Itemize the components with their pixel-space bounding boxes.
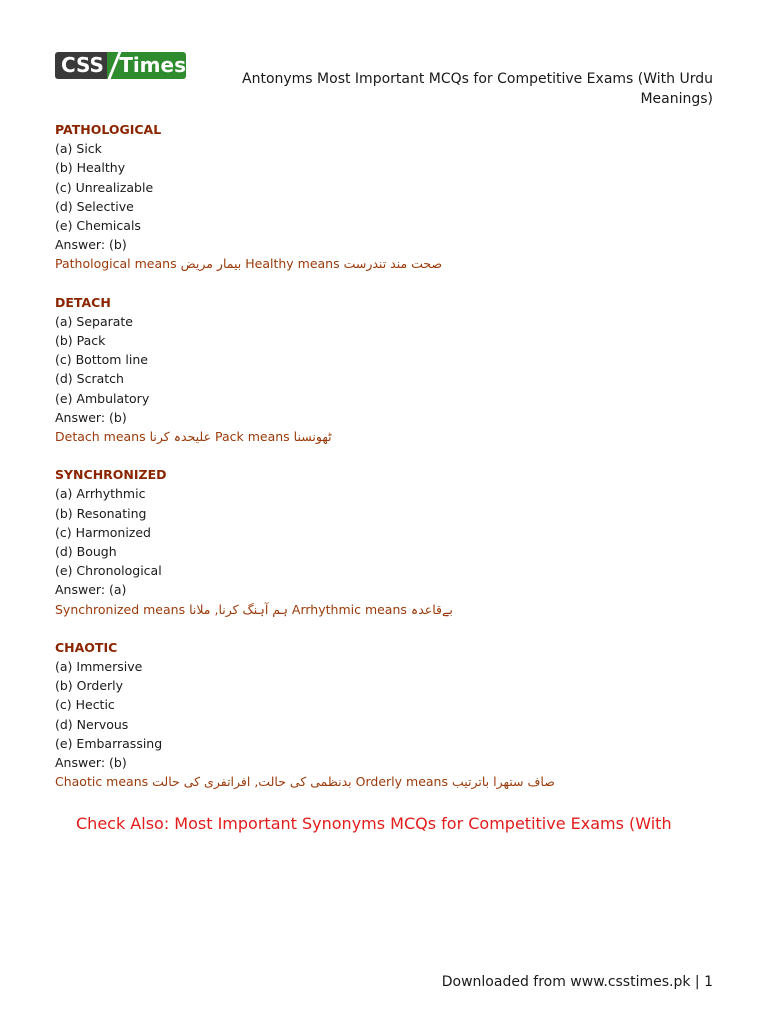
answer: Answer: (b) bbox=[55, 237, 127, 253]
question-word: PATHOLOGICAL bbox=[55, 122, 162, 137]
option-a: (a) Arrhythmic bbox=[55, 486, 146, 502]
answer: Answer: (b) bbox=[55, 755, 127, 771]
question-block bbox=[55, 293, 715, 447]
option-e: (e) Chronological bbox=[55, 563, 162, 579]
option-c: (c) Harmonized bbox=[55, 524, 151, 540]
option-d: (d) Scratch bbox=[55, 371, 124, 387]
question-block bbox=[55, 465, 715, 619]
option-b: (b) Resonating bbox=[55, 505, 147, 521]
option-b: (b) Orderly bbox=[55, 678, 124, 694]
check-also-link[interactable]: Check Also: Most Important Synonyms MCQs for Competitive Exams (With bbox=[76, 814, 672, 833]
answer: Answer: (b) bbox=[55, 409, 127, 425]
urdu-meaning: Pathological means بیمار مریض Healthy means صحت مند تندرست bbox=[55, 256, 443, 272]
option-c: (c) Bottom line bbox=[55, 352, 148, 368]
csstimes-logo bbox=[55, 52, 186, 79]
option-e: (e) Chemicals bbox=[55, 218, 141, 234]
urdu-meaning: Synchronized means ہم آہنگ کرنا, ملانا Arrhythmic means بےقاعدہ bbox=[55, 601, 453, 617]
question-block bbox=[55, 120, 715, 274]
option-a: (a) Separate bbox=[55, 313, 133, 329]
option-a: (a) Sick bbox=[55, 141, 102, 157]
question-block bbox=[55, 638, 715, 792]
option-c: (c) Hectic bbox=[55, 697, 115, 713]
mcq-list bbox=[55, 120, 715, 811]
option-d: (d) Bough bbox=[55, 544, 117, 560]
option-d: (d) Selective bbox=[55, 198, 134, 214]
logo-css-part: CSS bbox=[55, 52, 107, 79]
option-a: (a) Immersive bbox=[55, 659, 143, 675]
urdu-meaning: Detach means علیحدہ کرنا Pack means ٹھونسنا bbox=[55, 429, 332, 445]
option-b: (b) Healthy bbox=[55, 160, 126, 176]
option-e: (e) Ambulatory bbox=[55, 390, 150, 406]
question-word: DETACH bbox=[55, 294, 111, 310]
question-word: SYNCHRONIZED bbox=[55, 467, 167, 483]
logo-times-part: Times bbox=[107, 52, 186, 79]
option-c: (c) Unrealizable bbox=[55, 179, 154, 195]
question-word: CHAOTIC bbox=[55, 639, 118, 655]
option-b: (b) Pack bbox=[55, 333, 106, 349]
answer: Answer: (a) bbox=[55, 582, 127, 598]
option-d: (d) Nervous bbox=[55, 716, 129, 732]
urdu-meaning: Chaotic means بدنظمی کی حالت, افراتفری کی حالت Orderly means صاف ستھرا باترتیب bbox=[55, 774, 555, 790]
document-title: Antonyms Most Important MCQs for Competitive Exams (With Urdu Meanings) bbox=[242, 71, 713, 107]
option-e: (e) Embarrassing bbox=[55, 735, 163, 751]
page-footer: Downloaded from www.csstimes.pk | 1 bbox=[441, 974, 713, 990]
